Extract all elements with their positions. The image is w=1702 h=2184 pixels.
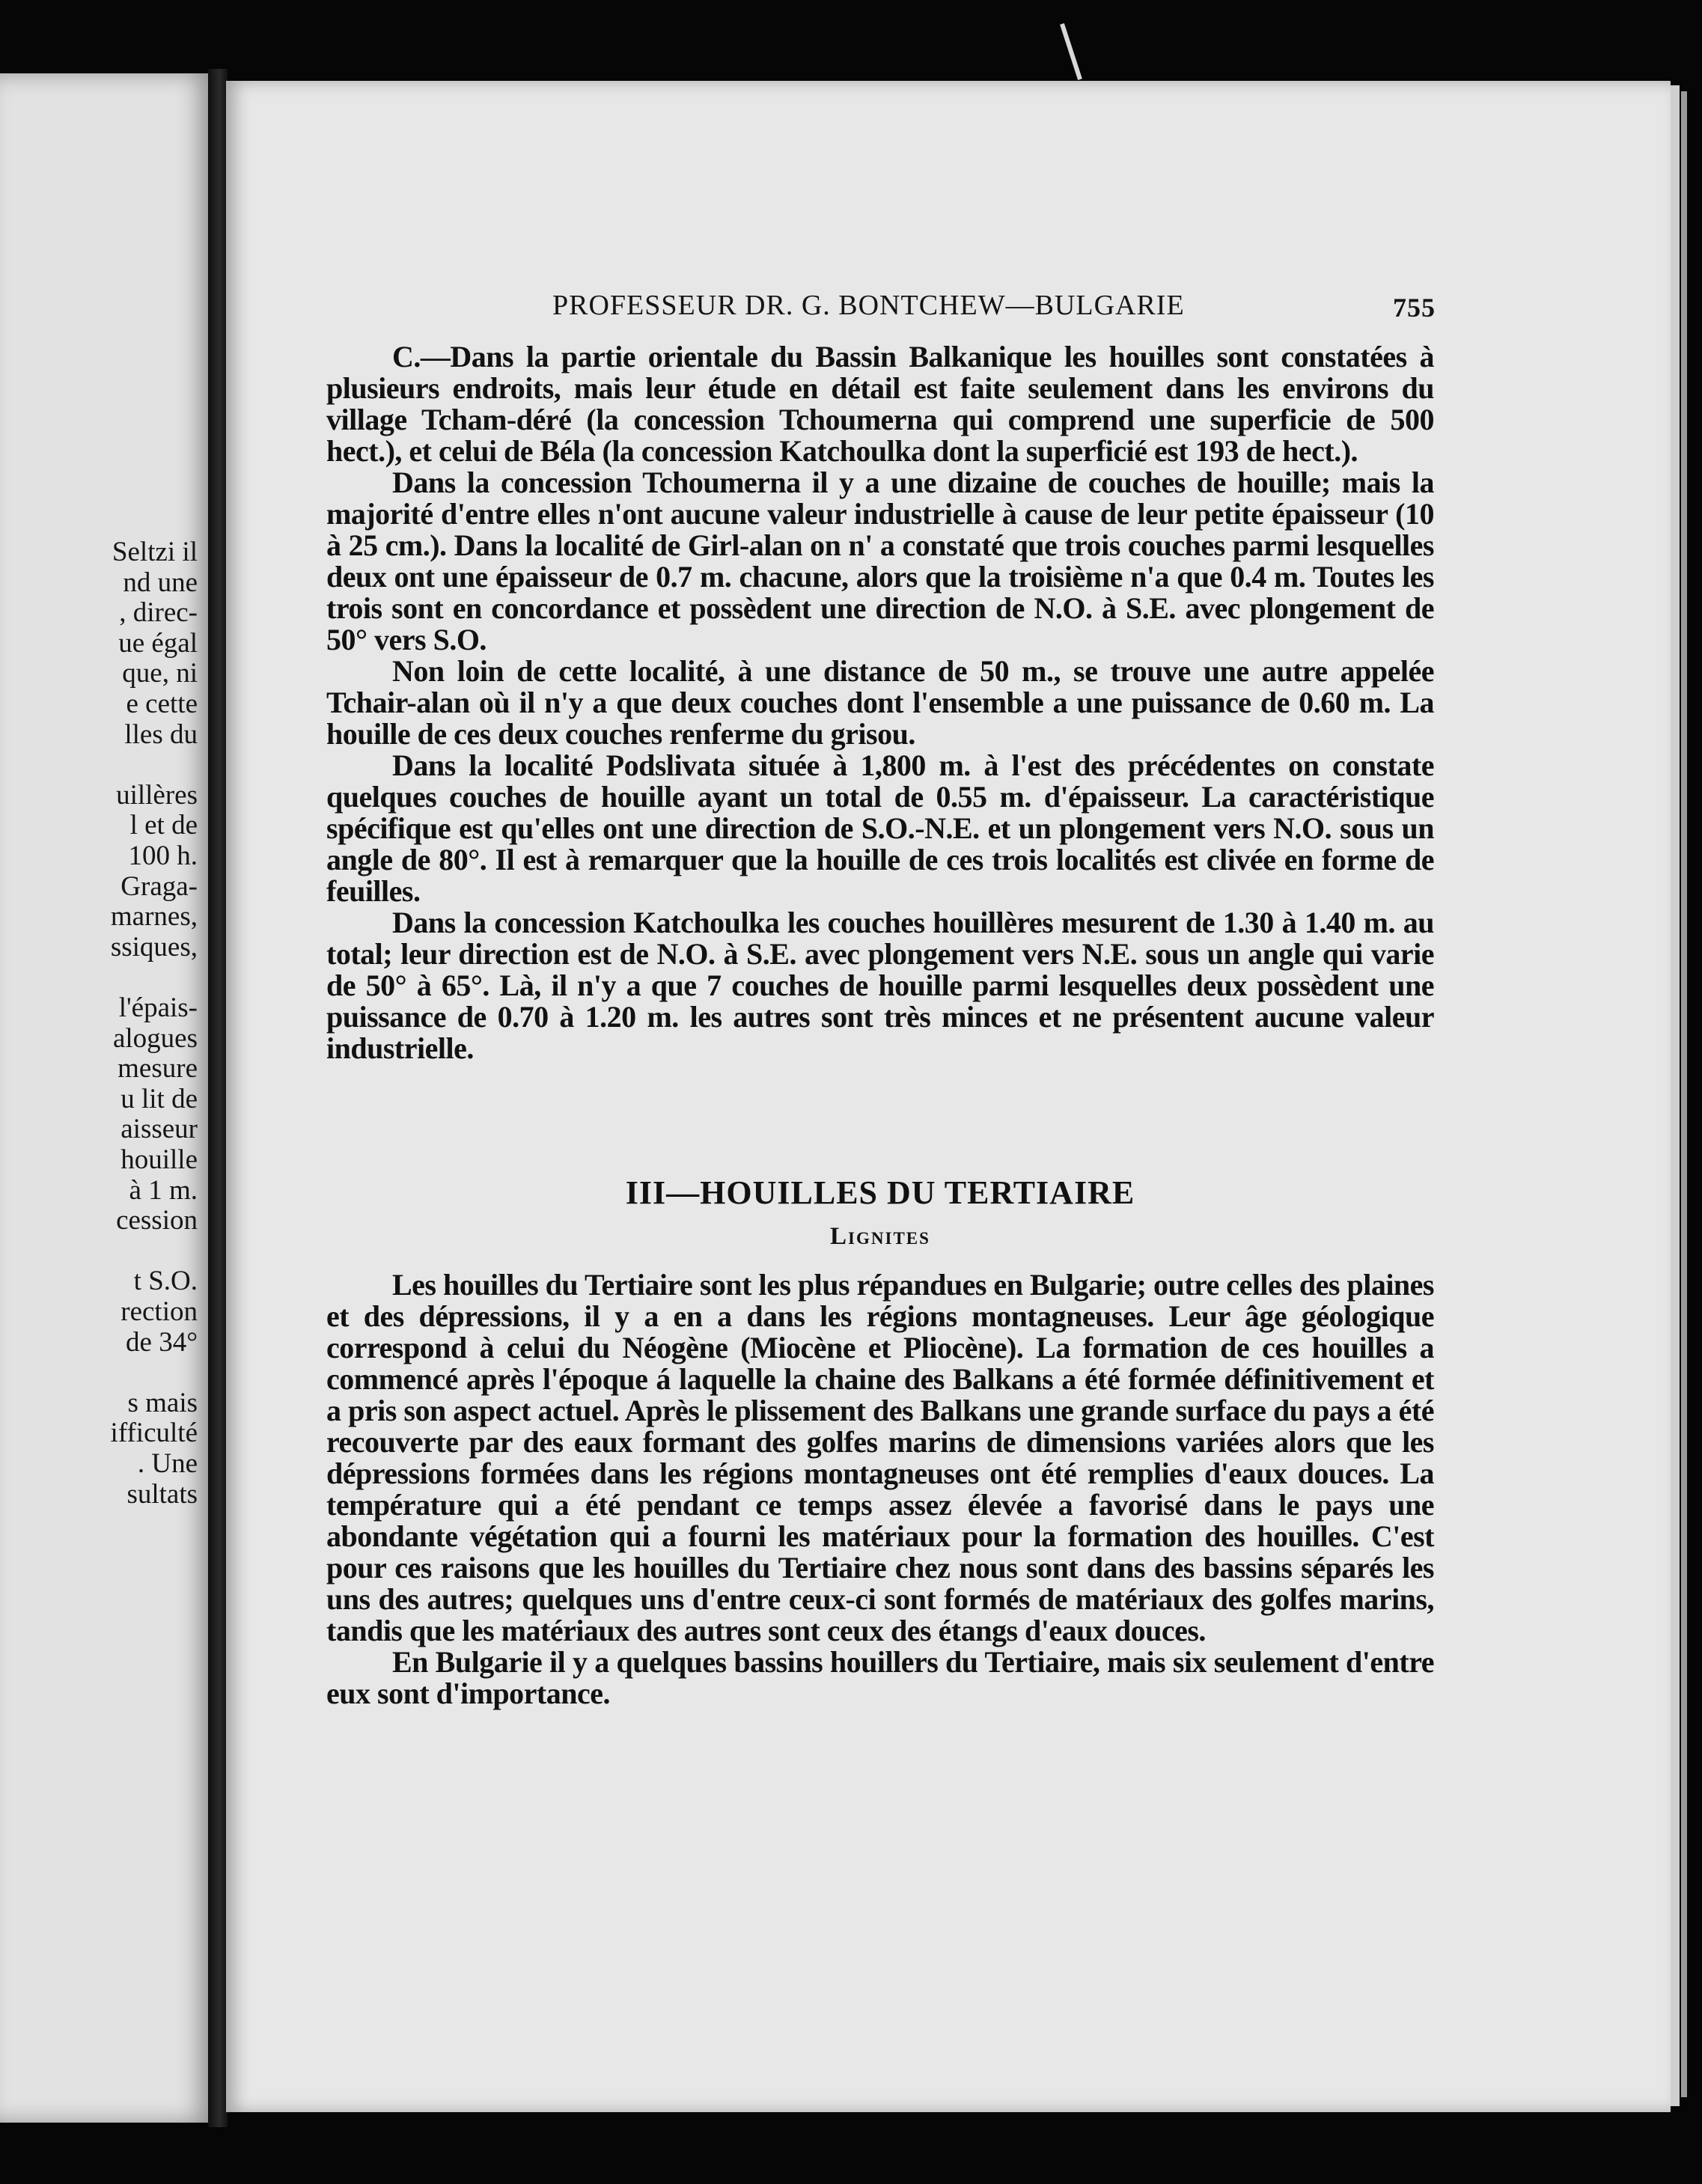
left-page-fragment: nd une	[123, 567, 198, 598]
left-page-fragment: s mais	[127, 1387, 198, 1418]
previous-page-edge	[0, 73, 213, 2123]
left-page-fragment: , direc-	[119, 597, 198, 629]
paragraph: Non loin de cette localité, à une distance de 50 m., se trouve une autre appelée Tchair-alan où il n'y a que deux couches dont l'ensemble a une puissance de 0.60 m. La houille de ces deux couches renferme du grisou.	[326, 654, 1434, 751]
left-page-fragment: aisseur	[121, 1114, 198, 1145]
left-page-fragment: l et de	[129, 810, 198, 841]
left-page-fragment: rection	[121, 1296, 198, 1327]
book-gutter	[208, 69, 228, 2127]
paragraph: Dans la concession Tchoumerna il y a une dizaine de couches de houille; mais la majorité d'entre elles n'ont aucune valeur industrielle à cause de leur petite épaisseur (10 à 25 cm.). Dans la localité de Girl-alan on n' a constaté que trois couches parmi lesquelles deux ont une épaisseur de 0.7 m. chacune, alors que la troisième n'a que 0.4 m. Toutes les trois sont en concordance et possèdent une direction de N.O. à S.E. avec plongement de 50° vers S.O.	[326, 466, 1434, 656]
running-head: PROFESSEUR DR. G. BONTCHEW—BULGARIE	[552, 290, 1185, 321]
left-page-fragment: à 1 m.	[129, 1174, 198, 1206]
left-page-fragment: t S.O.	[133, 1266, 198, 1297]
section-c-text	[326, 341, 1434, 1064]
section-iii-text	[326, 1269, 1434, 1709]
page-edge	[1671, 85, 1680, 2106]
section-subheading: Lignites	[830, 1223, 930, 1250]
left-page-fragment: 100 h.	[128, 841, 198, 871]
paragraph: C.—Dans la partie orientale du Bassin Balkanique les houilles sont constatées à plusieurs endroits, mais leur étude en détail est faite seulement dans les environs du village Tcham-déré (la concession Tchoumerna qui comprend une superficie de 500 hect.), et celui de Béla (la concession Katchoulka dont la superficié est 193 de hect.).	[326, 340, 1434, 468]
paragraph: Dans la concession Katchoulka les couches houillères mesurent de 1.30 à 1.40 m. au total; leur direction est de N.O. à S.E. avec plongement vers N.E. sous un angle qui varie de 50° à 65°. Là, il n'y a que 7 couches de houille parmi lesquelles deux possèdent une puissance de 0.70 à 1.20 m. les autres sont très minces et ne présentent aucune valeur industrielle.	[326, 906, 1434, 1065]
paragraph: En Bulgarie il y a quelques bassins houillers du Tertiaire, mais six seulement d'entre eux sont d'importance.	[326, 1645, 1434, 1710]
left-page-fragment: que, ni	[122, 658, 198, 689]
left-page-fragment: sultats	[126, 1478, 198, 1510]
paragraph: Les houilles du Tertiaire sont les plus répandues en Bulgarie; outre celles des plaines et des dépressions, il y a en a dans les régions montagneuses. Leur âge géologique correspond à celui du Néogène (Miocène et Pliocène). La formation de ces houilles a commencé après l'époque á laquelle la chaine des Balkans a été formée définitivement et a pris son aspect actuel. Après le plissement des Balkans une grande surface du pays a été recouverte par des eaux formant des golfes marins de dimensions variées alors que les dépressions formées dans les régions montagneuses ont été remplies d'eaux douces. La température qui a été pendant ce temps assez élevée a favorisé dans le pays une abondante végétation qui a fourni les matériaux pour la formation des houilles. C'est pour ces raisons que les houilles du Tertiaire chez nous sont dans des bassins séparés les uns des autres; quelques uns d'entre ceux-ci sont formés de matériaux des golfes marins, tandis que les matériaux des autres sont ceux des étangs d'eaux douces.	[326, 1268, 1434, 1647]
left-page-fragment: de 34°	[126, 1326, 198, 1358]
left-page-fragment: marnes,	[110, 901, 198, 933]
paragraph: Dans la localité Podslivata située à 1,800 m. à l'est des précédentes on constate quelques couches de houille ayant un total de 0.55 m. d'épaisseur. La caractéristique spécifique est qu'elles ont une direction de S.O.-N.E. et un plongement vers N.O. sous un angle de 80°. Il est à remarquer que la houille de ces trois localités est clivée en forme de feuilles.	[326, 748, 1434, 908]
left-page-fragment: houille	[121, 1144, 198, 1175]
page-corner-mark	[1060, 23, 1082, 80]
left-page-fragment: e cette	[126, 689, 198, 719]
page-number: 755	[1393, 293, 1436, 323]
section-heading: III—HOUILLES DU TERTIAIRE	[625, 1174, 1135, 1211]
left-page-fragment: Graga-	[121, 870, 198, 902]
left-page-fragment: ssiques,	[110, 931, 198, 963]
left-page-fragment: u lit de	[121, 1083, 198, 1114]
left-page-fragment: l'épais-	[118, 992, 198, 1023]
left-page-fragment: lles du	[124, 719, 198, 750]
left-page-fragment: . Une	[137, 1448, 198, 1479]
left-page-fragment: mesure	[118, 1053, 198, 1085]
page-edge-shadow	[1681, 91, 1687, 2097]
left-page-fragment: alogues	[112, 1022, 198, 1054]
left-page-fragment: uillères	[116, 779, 198, 811]
left-page-fragment: Seltzi il	[112, 537, 198, 567]
left-page-fragment: ue égal	[118, 627, 198, 659]
left-page-fragment: ifficulté	[110, 1418, 198, 1449]
left-page-fragment: cession	[116, 1205, 198, 1236]
